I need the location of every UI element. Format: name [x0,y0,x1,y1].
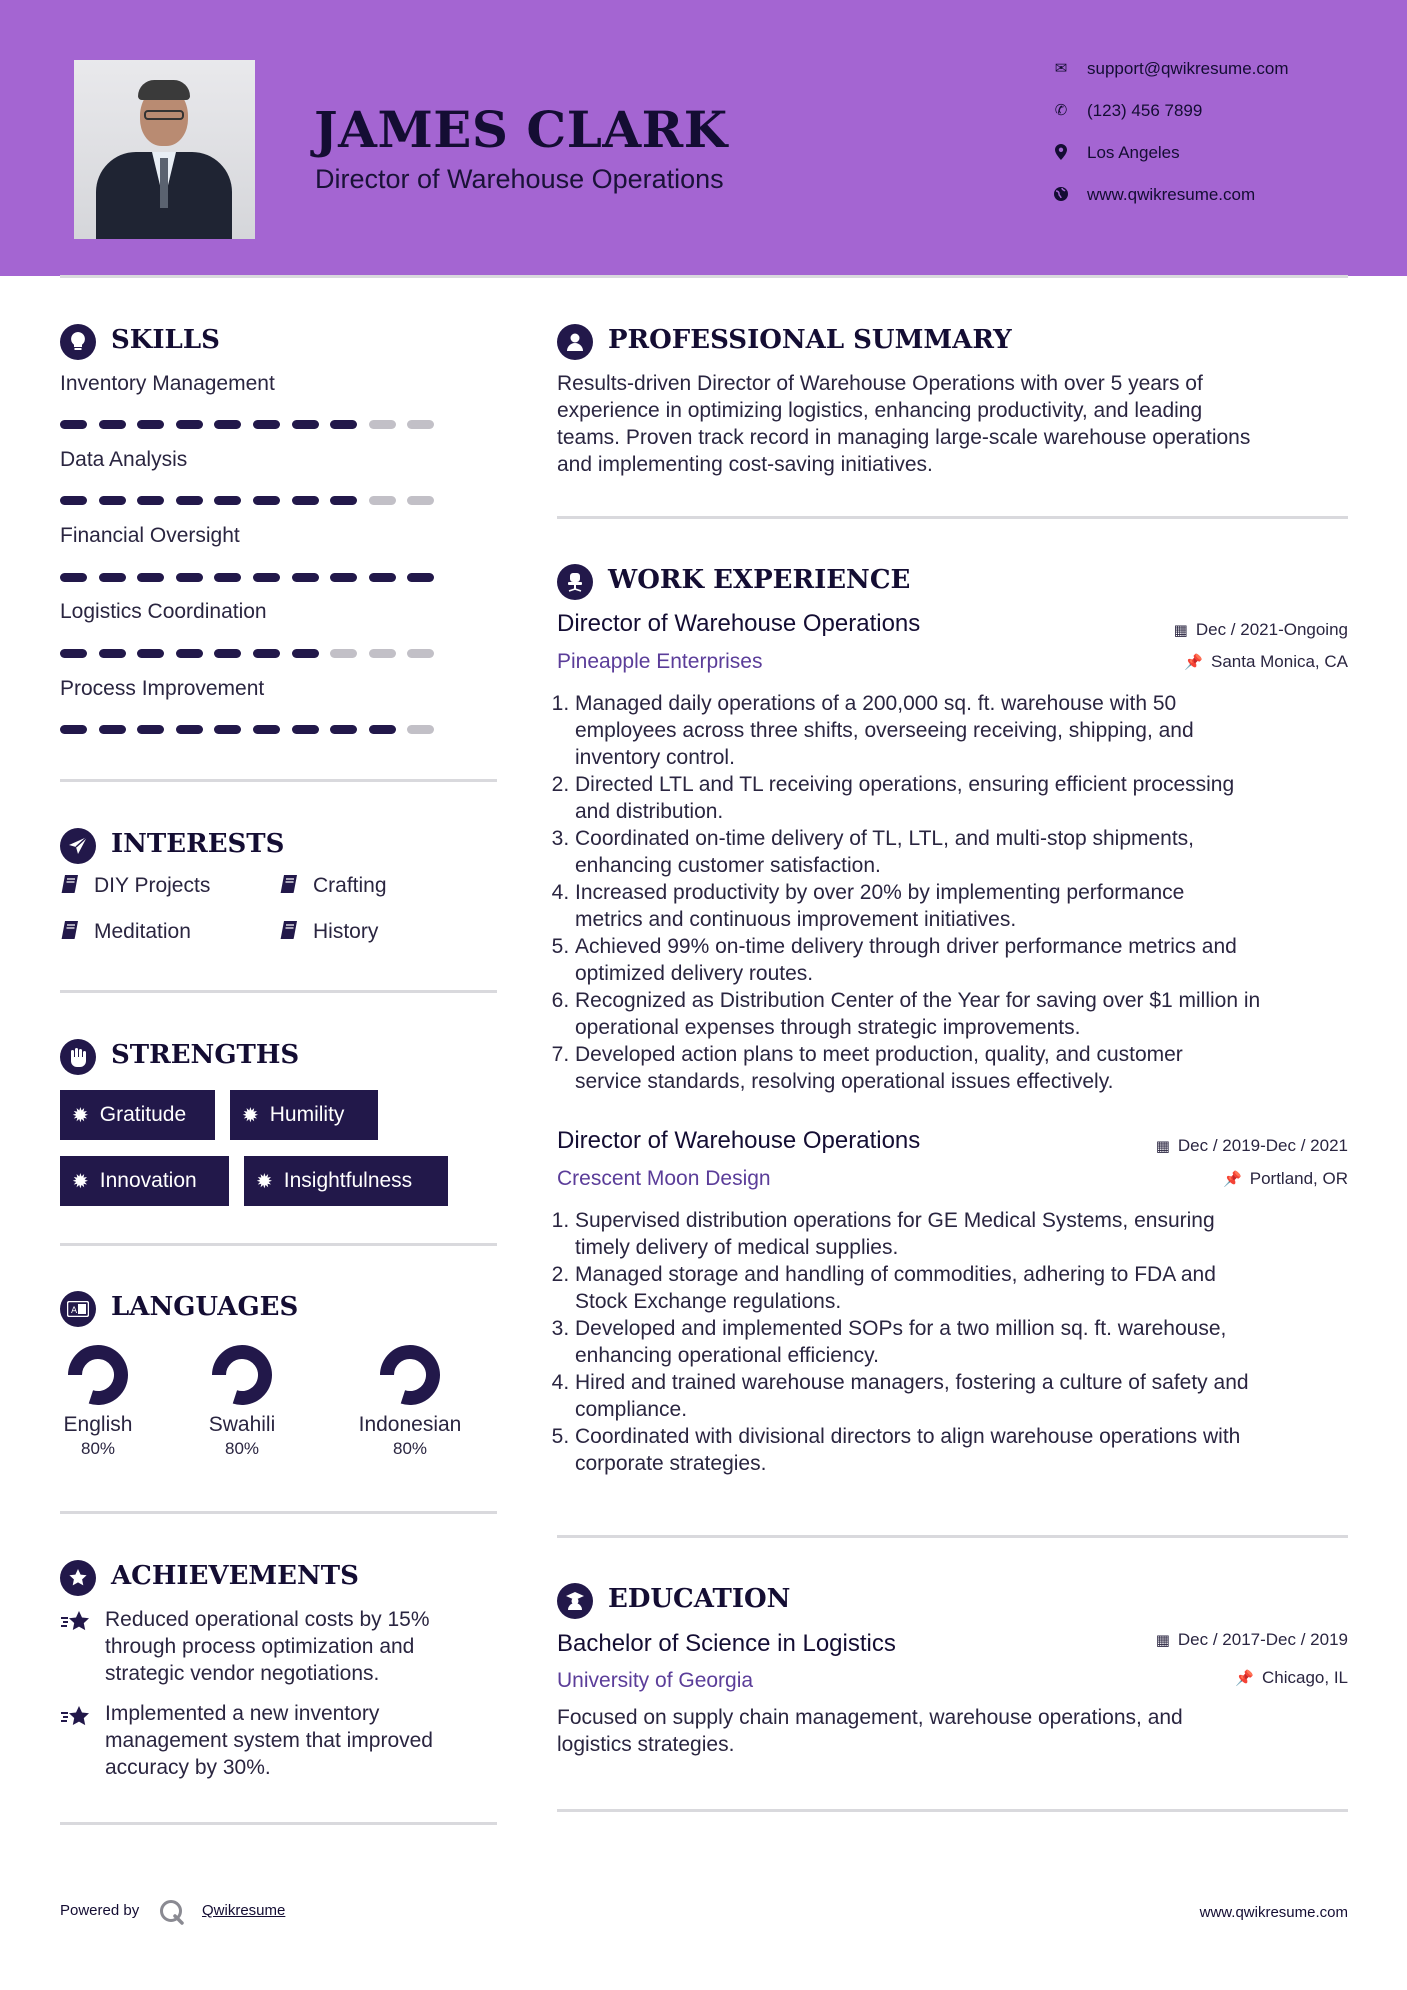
skill-dash-filled [253,420,280,429]
skill-dash-empty [407,649,434,658]
skill-dash-filled [99,420,126,429]
language-level: 80% [80,1439,116,1458]
list-item: 2. Managed storage and handling of commodities, adhering to FDA and Stock Exchange regulations. [575,1261,1365,1315]
strength-tag [60,1156,229,1206]
strengths-heading: STRENGTHS [111,1040,300,1070]
skill-rating [60,496,450,505]
skill-dash-filled [330,496,357,505]
work-heading: WORK EXPERIENCE [608,565,911,595]
skill-label: Data Analysis [60,448,188,471]
candidate-name: JAMES CLARK [314,100,728,159]
skill-dash-filled [214,420,241,429]
language-level: 80% [392,1439,428,1458]
skill-dash-filled [176,496,203,505]
list-item: 4. Increased productivity by over 20% by implementing performance metrics and continuous improvement initiatives. [575,879,1365,933]
fist-icon [60,1039,96,1075]
candidate-title: Director of Warehouse Operations [315,164,724,194]
pushpin-icon: 📌 [1184,654,1203,671]
list-item: 4. Hired and trained warehouse managers, fostering a culture of safety and compliance. [575,1369,1365,1423]
section-divider [60,1511,497,1514]
star-icon [60,1610,92,1640]
skill-dash-filled [60,420,87,429]
book-icon [60,874,80,899]
skill-dash-filled [214,649,241,658]
skill-dash-filled [99,573,126,582]
skill-rating [60,725,450,734]
interest-item: Crafting [313,874,387,897]
job-company: Pineapple Enterprises [557,650,763,673]
skill-dash-filled [214,496,241,505]
job-company: Crescent Moon Design [557,1167,771,1190]
skill-dash-filled [176,573,203,582]
badge-icon: ✹ [72,1104,89,1127]
email-text: support@qwikresume.com [1087,59,1289,78]
skill-dash-filled [292,420,319,429]
interests-heading: INTERESTS [111,829,285,859]
skill-dash-filled [292,496,319,505]
skill-rating [60,573,450,582]
header-banner [0,0,1407,276]
skill-dash-filled [60,725,87,734]
paper-plane-icon [60,828,96,864]
section-divider [60,1822,497,1825]
pushpin-icon: 📌 [1223,1171,1242,1188]
language-item [182,1343,302,1459]
summary-text: Results-driven Director of Warehouse Operations with over 5 years of experience in optimizing logistics, enhancing productivity, and leading teams. Proven track record in managing large-scale warehouse operations and implementing cost-saving initiatives. [557,372,1251,476]
skill-label: Logistics Coordination [60,600,267,623]
language-gauge [210,1343,274,1407]
section-divider [60,779,497,782]
skill-dash-empty [369,420,396,429]
skill-dash-filled [99,496,126,505]
school-name: University of Georgia [557,1669,754,1692]
job-location: 📌 Portland, OR [1223,1169,1348,1188]
skills-heading: SKILLS [111,325,220,355]
list-item: 3. Developed and implemented SOPs for a two million sq. ft. warehouse, enhancing operational efficiency. [575,1315,1365,1369]
calendar-icon: ▦ [1155,1138,1170,1155]
skill-rating [60,649,450,658]
graduate-icon [557,1583,593,1619]
strength-label: Insightfulness [283,1169,413,1192]
language-gauge-arc [387,1352,433,1398]
lightbulb-icon [60,324,96,360]
strength-tag [60,1090,215,1140]
skill-dash-filled [60,573,87,582]
header-divider [60,275,1348,278]
skill-dash-filled [253,725,280,734]
achievements-heading: ACHIEVEMENTS [111,1561,359,1591]
skill-dash-empty [369,649,396,658]
skill-dash-filled [176,420,203,429]
job-title: Director of Warehouse Operations [557,1127,921,1154]
skill-dash-filled [99,649,126,658]
brand-link[interactable]: Qwikresume [202,1902,286,1919]
language-item [350,1343,470,1459]
pushpin-icon: 📌 [1235,1670,1254,1687]
skill-dash-filled [330,420,357,429]
skill-dash-empty [407,420,434,429]
achievement-item: Reduced operational costs by 15% through process optimization and strategic vendor negotiations. [105,1608,430,1685]
skill-dash-filled [99,725,126,734]
star-badge-icon [60,1560,96,1596]
website-text: www.qwikresume.com [1087,185,1256,204]
section-divider [60,990,497,993]
interest-item: History [313,920,379,943]
skill-dash-filled [407,573,434,582]
degree-title: Bachelor of Science in Logistics [557,1630,896,1657]
language-gauge-arc [75,1352,121,1398]
language-name: English [63,1413,133,1436]
skill-dash-filled [369,725,396,734]
skill-label: Inventory Management [60,372,275,395]
skill-dash-filled [176,725,203,734]
skill-dash-filled [292,573,319,582]
list-item: 1. Supervised distribution operations for GE Medical Systems, ensuring timely delivery of medical supplies. [575,1207,1365,1261]
section-divider [60,1243,497,1246]
strength-label: Gratitude [99,1103,187,1126]
badge-icon: ✹ [72,1170,89,1193]
education-date: ▦ Dec / 2017-Dec / 2019 [1155,1630,1348,1649]
section-divider [557,516,1348,519]
skill-dash-filled [60,649,87,658]
book-icon [279,920,299,945]
skill-dash-filled [253,496,280,505]
skill-dash-filled [137,649,164,658]
skill-dash-filled [137,496,164,505]
job-location: 📌 Santa Monica, CA [1184,652,1348,671]
skill-label: Financial Oversight [60,524,240,547]
language-name: Swahili [208,1413,276,1436]
interest-item: Meditation [94,920,191,943]
globe-icon [1052,185,1070,203]
skill-dash-empty [369,496,396,505]
list-item: 5. Achieved 99% on-time delivery through driver performance metrics and optimized delivery routes. [575,933,1365,987]
skill-dash-filled [60,496,87,505]
strength-tag [230,1090,378,1140]
phone-text: (123) 456 7899 [1087,101,1203,120]
skill-dash-empty [330,649,357,658]
education-heading: EDUCATION [608,1584,791,1614]
skill-dash-filled [292,649,319,658]
list-item: 5. Coordinated with divisional directors to align warehouse operations with corporate strategies. [575,1423,1365,1477]
summary-heading: PROFESSIONAL SUMMARY [608,325,1012,355]
languages-heading: LANGUAGES [111,1292,299,1322]
skill-dash-filled [369,573,396,582]
language-gauge [66,1343,130,1407]
job-title: Director of Warehouse Operations [557,610,921,637]
powered-by-label: Powered by [60,1902,140,1919]
skill-dash-filled [330,725,357,734]
job-date: ▦ Dec / 2021-Ongoing [1173,620,1348,639]
footer-website-link[interactable]: www.qwikresume.com [1199,1904,1348,1921]
list-item: 2. Directed LTL and TL receiving operations, ensuring efficient processing and distribution. [575,771,1365,825]
skill-dash-filled [253,573,280,582]
list-item: 6. Recognized as Distribution Center of the Year for saving over $1 million in operational expenses through strategic improvements. [575,987,1365,1041]
strength-label: Humility [269,1103,345,1126]
skill-dash-filled [253,649,280,658]
skill-dash-filled [137,573,164,582]
badge-icon: ✹ [242,1104,259,1127]
job-responsibilities [557,1207,1365,1477]
list-item: 1. Managed daily operations of a 200,000 sq. ft. warehouse with 50 employees across three shifts, overseeing receiving, shipping, and inventory control. [575,690,1365,771]
education-location: 📌 Chicago, IL [1235,1668,1348,1687]
language-item [38,1343,158,1459]
skill-dash-filled [292,725,319,734]
list-item: 7. Developed action plans to meet production, quality, and customer service standards, resolving operational issues effectively. [575,1041,1365,1095]
job-date: ▦ Dec / 2019-Dec / 2021 [1155,1136,1348,1155]
book-icon [60,920,80,945]
profile-photo [74,60,255,239]
badge-icon: ✹ [256,1170,273,1193]
star-icon [60,1705,92,1735]
achievement-item: Implemented a new inventory management system that improved accuracy by 30%. [105,1702,433,1779]
language-name: Indonesian [358,1413,462,1436]
strength-label: Innovation [99,1169,197,1192]
svg-text:A: A [71,1306,78,1316]
skill-label: Process Improvement [60,677,265,700]
interest-item: DIY Projects [94,874,211,897]
location-text: Los Angeles [1087,143,1180,162]
map-pin-icon [1052,143,1070,161]
list-item: 3. Coordinated on-time delivery of TL, LTL, and multi-stop shipments, enhancing customer satisfaction. [575,825,1365,879]
phone-icon: ✆ [1054,102,1068,119]
skill-dash-empty [407,496,434,505]
calendar-icon: ▦ [1155,1632,1170,1649]
section-divider [557,1535,1348,1538]
skill-rating [60,420,450,429]
user-icon [557,324,593,360]
qwikresume-logo[interactable] [159,1899,185,1925]
skill-dash-filled [330,573,357,582]
language-gauge-arc [219,1352,265,1398]
language-gauge [378,1343,442,1407]
office-chair-icon [557,564,593,600]
strength-tag [244,1156,448,1206]
skill-dash-filled [137,420,164,429]
section-divider [557,1809,1348,1812]
book-icon [279,874,299,899]
job-responsibilities [557,690,1365,1095]
translate-icon [60,1291,96,1327]
envelope-icon: ✉ [1054,60,1068,77]
language-level: 80% [224,1439,260,1458]
skill-dash-filled [176,649,203,658]
education-description: Focused on supply chain management, warehouse operations, and logistics strategies. [557,1706,1183,1756]
calendar-icon: ▦ [1173,622,1188,639]
skill-dash-filled [214,573,241,582]
skill-dash-filled [214,725,241,734]
skill-dash-empty [407,725,434,734]
skill-dash-filled [137,725,164,734]
